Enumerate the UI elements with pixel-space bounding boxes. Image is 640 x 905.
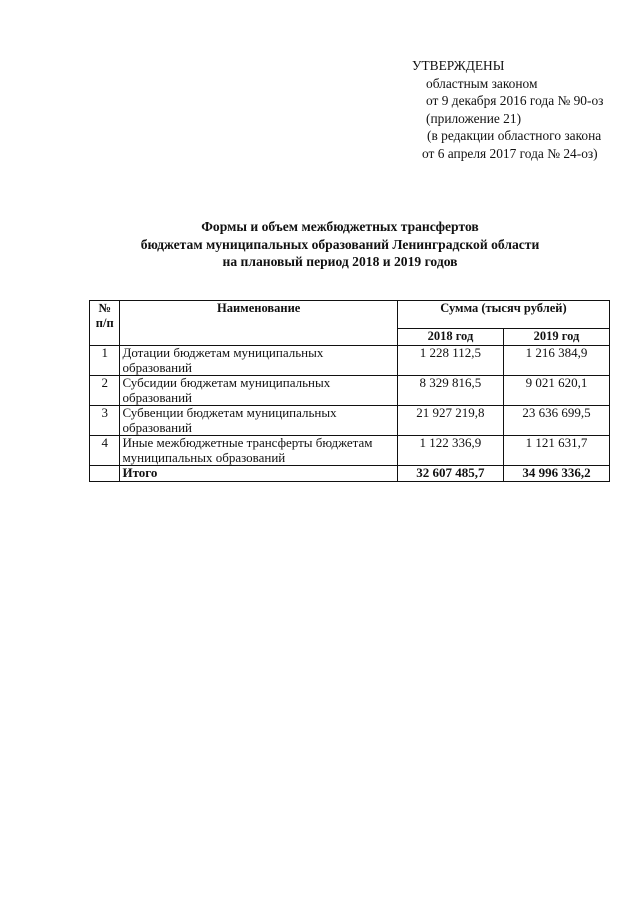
approval-block: [412, 57, 632, 162]
header-num: № п/п: [90, 301, 120, 346]
row-name: Субвенции бюджетам муниципальных образований: [120, 406, 397, 436]
title-line: на плановый период 2018 и 2019 годов: [222, 254, 458, 269]
header-name: Наименование: [120, 301, 397, 346]
row-value-2019: 23 636 699,5: [503, 406, 609, 436]
title-line: Формы и объем межбюджетных трансфертов: [201, 219, 479, 234]
row-name: Субсидии бюджетам муниципальных образований: [120, 376, 397, 406]
document-title: [40, 218, 640, 271]
table-row: [90, 406, 610, 436]
row-value-2018: 1 228 112,5: [397, 346, 503, 376]
row-value-2019: 1 121 631,7: [503, 436, 609, 466]
approval-line: от 6 апреля 2017 года № 24-оз): [422, 145, 598, 161]
total-value-2019: 34 996 336,2: [503, 466, 609, 482]
row-num: 1: [90, 346, 120, 376]
header-year-2018: 2018 год: [397, 329, 503, 346]
row-name: Иные межбюджетные трансферты бюджетам муниципальных образований: [120, 436, 397, 466]
row-value-2018: 21 927 219,8: [397, 406, 503, 436]
header-year-2019: 2019 год: [503, 329, 609, 346]
approval-line: областным законом: [426, 75, 538, 91]
total-num: [90, 466, 120, 482]
row-value-2018: 8 329 816,5: [397, 376, 503, 406]
approval-heading: УТВЕРЖДЕНЫ: [412, 58, 505, 73]
header-sum: Сумма (тысяч рублей): [397, 301, 609, 329]
title-line: бюджетам муниципальных образований Ленинградской области: [140, 236, 540, 252]
transfers-table: [89, 300, 610, 482]
total-value-2018: 32 607 485,7: [397, 466, 503, 482]
row-value-2019: 9 021 620,1: [503, 376, 609, 406]
row-num: 3: [90, 406, 120, 436]
approval-line: (приложение 21): [426, 110, 522, 126]
table-row: [90, 376, 610, 406]
row-name: Дотации бюджетам муниципальных образований: [120, 346, 397, 376]
row-num: 2: [90, 376, 120, 406]
row-value-2019: 1 216 384,9: [503, 346, 609, 376]
approval-line: от 9 декабря 2016 года № 90-оз: [426, 93, 604, 108]
total-row: [90, 466, 610, 482]
approval-line: (в редакции областного закона: [427, 128, 602, 143]
total-label: Итого: [120, 466, 397, 482]
table-row: [90, 436, 610, 466]
row-num: 4: [90, 436, 120, 466]
row-value-2018: 1 122 336,9: [397, 436, 503, 466]
table-row: [90, 346, 610, 376]
table-header-row: [90, 301, 610, 329]
